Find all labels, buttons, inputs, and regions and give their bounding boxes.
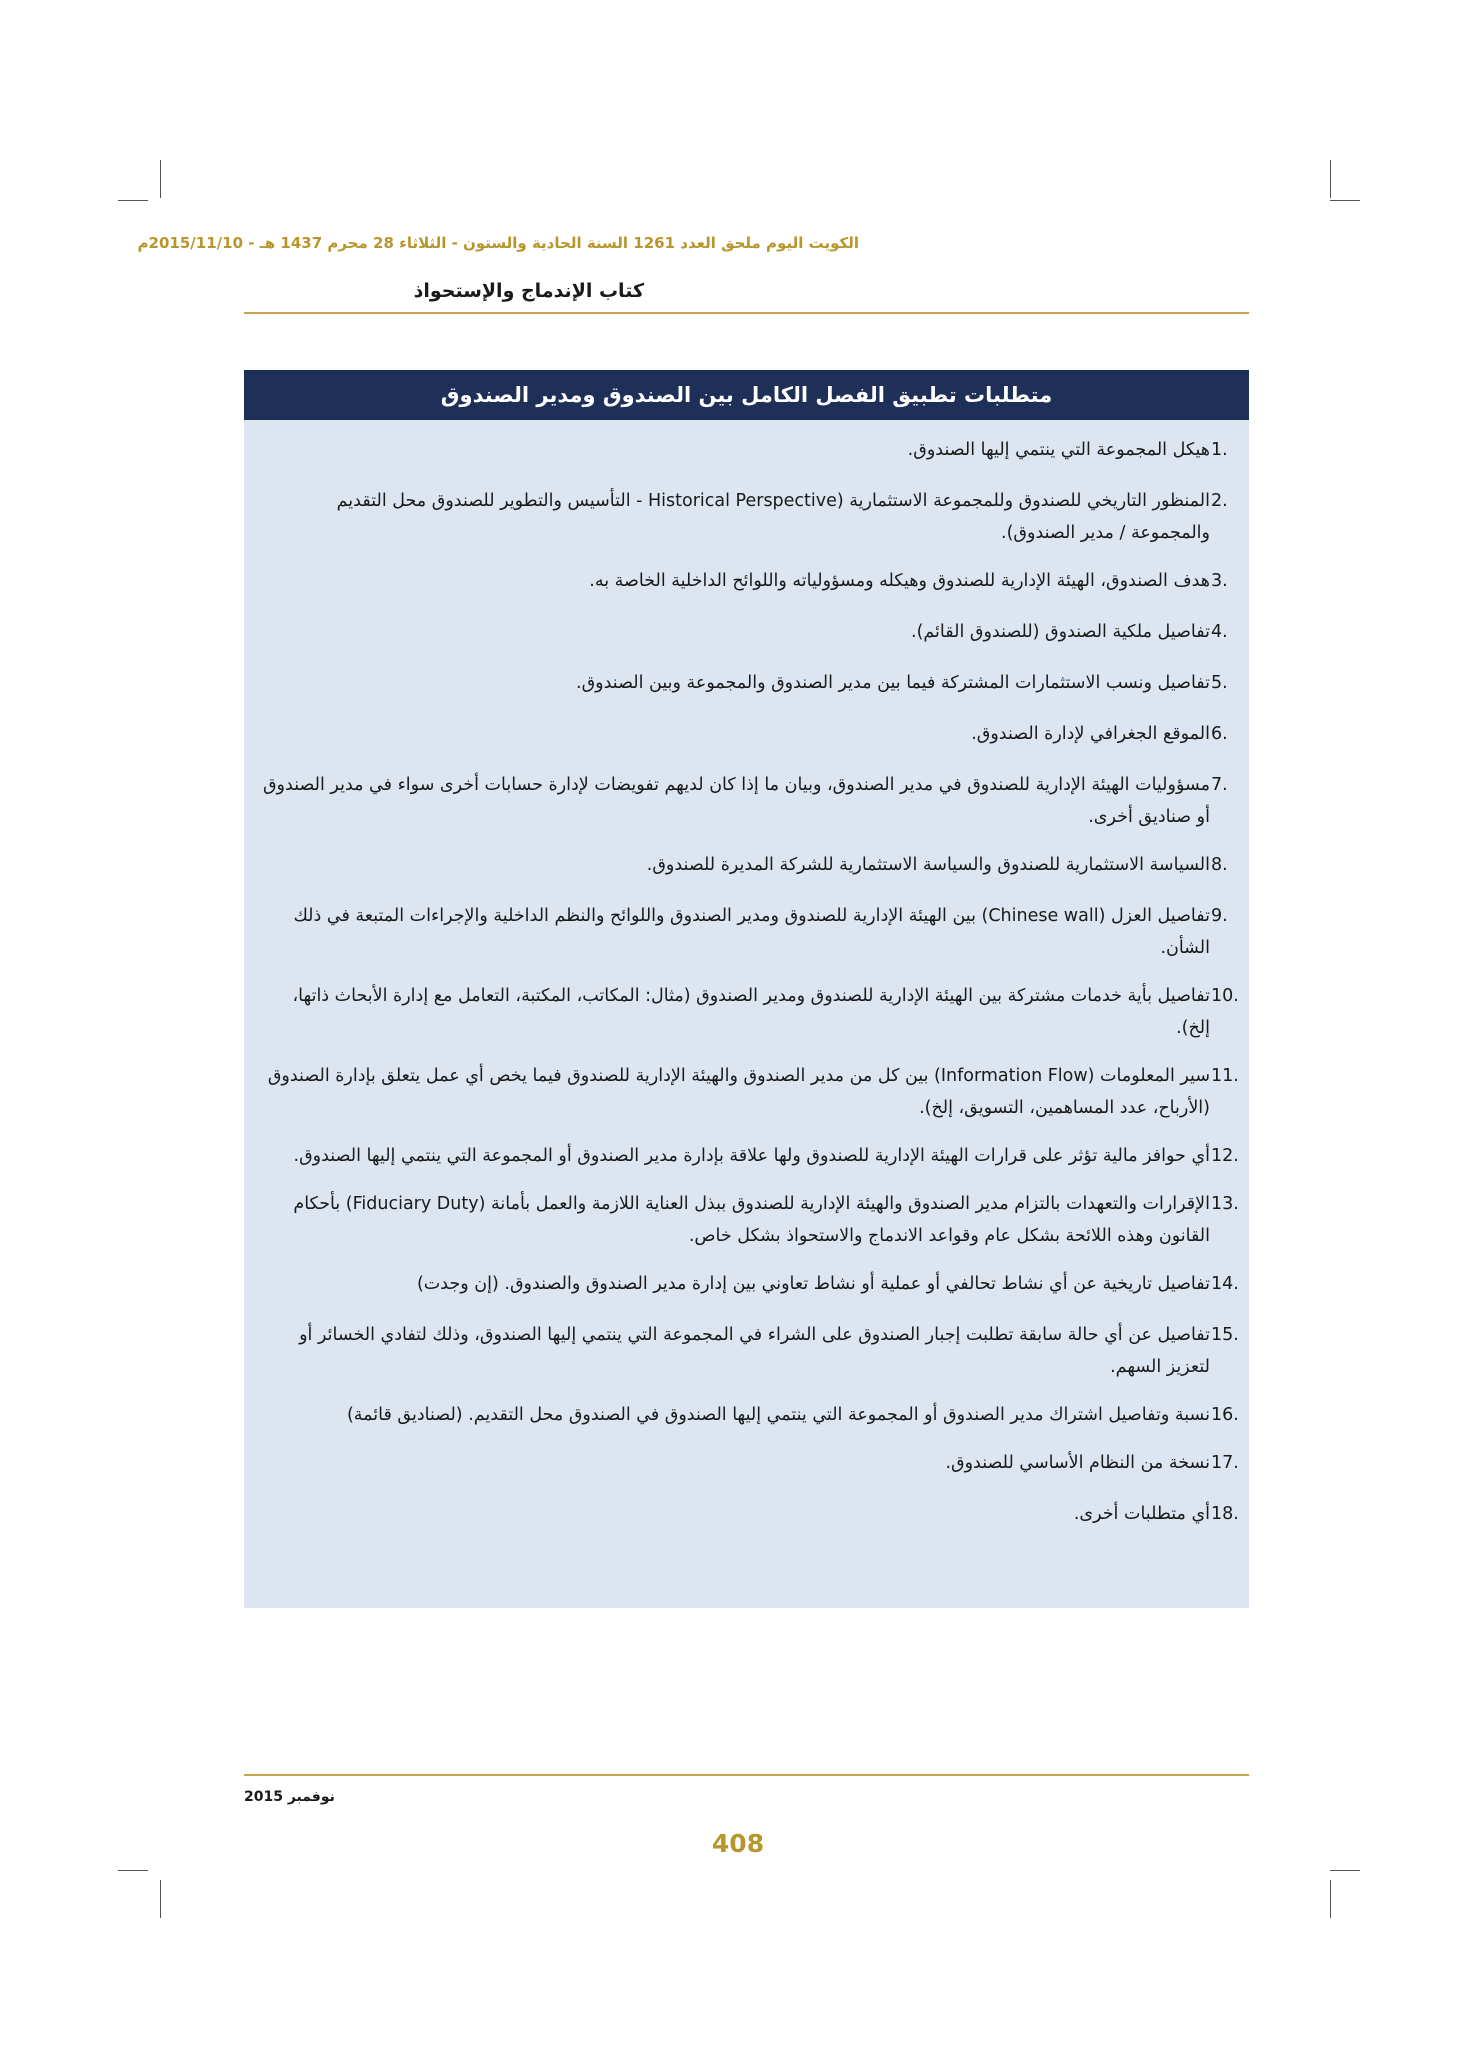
item-text: مسؤوليات الهيئة الإدارية للصندوق في مدير الصندوق، وبيان ما إذا كان لديهم تفويضات لإدارة حسابات أخرى سواء في مدير الصندوق أو صناديق أخرى. <box>262 775 1210 827</box>
requirements-table <box>244 370 1249 1608</box>
list-item <box>244 1060 1249 1124</box>
item-number: 12. <box>1211 1146 1239 1166</box>
list-item <box>244 1319 1249 1383</box>
crop-mark <box>1330 1880 1331 1918</box>
item-text: تفاصيل ونسب الاستثمارات المشتركة فيما بين مدير الصندوق والمجموعة وبين الصندوق. <box>576 673 1210 693</box>
item-text: تفاصيل ملكية الصندوق (للصندوق القائم). <box>911 622 1210 642</box>
list-item <box>244 434 1249 466</box>
list-item <box>244 769 1249 833</box>
crop-mark <box>1330 160 1331 198</box>
header-rule <box>244 312 1249 314</box>
item-number: 2. <box>1211 491 1228 511</box>
item-number: 14. <box>1211 1274 1239 1294</box>
list-item <box>244 616 1249 648</box>
item-text: هيكل المجموعة التي ينتمي إليها الصندوق. <box>907 440 1210 460</box>
crop-mark <box>1330 1870 1360 1871</box>
item-text: الموقع الجغرافي لإدارة الصندوق. <box>971 724 1210 744</box>
item-number: 10. <box>1211 986 1239 1006</box>
item-number: 8. <box>1211 855 1228 875</box>
item-text: سير المعلومات (Information Flow) بين كل من مدير الصندوق والهيئة الإدارية للصندوق فيما يخص أي عمل يتعلق بإدارة الصندوق (الأرباح، عدد المساهمين، التسويق، إلخ). <box>267 1066 1210 1118</box>
item-number: 11. <box>1211 1066 1239 1086</box>
list-item <box>244 667 1249 699</box>
item-text: أي حوافز مالية تؤثر على قرارات الهيئة الإدارية للصندوق ولها علاقة بإدارة مدير الصندوق أو المجموعة التي ينتمي إليها الصندوق. <box>293 1146 1210 1166</box>
item-number: 16. <box>1211 1405 1239 1425</box>
item-text: نسبة وتفاصيل اشتراك مدير الصندوق أو المجموعة التي ينتمي إليها الصندوق في الصندوق محل التقديم. (لصناديق قائمة) <box>346 1405 1210 1425</box>
list-item <box>244 1268 1249 1300</box>
list-item <box>244 1188 1249 1252</box>
requirements-list <box>244 420 1249 1530</box>
item-number: 13. <box>1211 1194 1239 1214</box>
item-number: 3. <box>1211 571 1228 591</box>
list-item <box>244 718 1249 750</box>
item-number: 18. <box>1211 1504 1239 1524</box>
crop-mark <box>118 200 148 201</box>
list-item <box>244 980 1249 1044</box>
item-text: السياسة الاستثمارية للصندوق والسياسة الاستثمارية للشركة المديرة للصندوق. <box>646 855 1210 875</box>
item-number: 4. <box>1211 622 1228 642</box>
list-item <box>244 1498 1249 1530</box>
crop-mark <box>160 160 161 198</box>
list-item <box>244 1399 1249 1431</box>
item-number: 6. <box>1211 724 1228 744</box>
list-item <box>244 849 1249 881</box>
item-number: 1. <box>1211 440 1228 460</box>
item-text: تفاصيل العزل (Chinese wall) بين الهيئة الإدارية للصندوق ومدير الصندوق واللوائح والنظم الداخلية والإجراءات المتبعة في ذلك الشأن. <box>293 906 1210 958</box>
page-number: 408 <box>711 1829 765 1858</box>
table-title: متطلبات تطبيق الفصل الكامل بين الصندوق ومدير الصندوق <box>244 370 1249 420</box>
footer-rule <box>244 1774 1249 1776</box>
item-text: أي متطلبات أخرى. <box>1073 1504 1210 1524</box>
list-item <box>244 900 1249 964</box>
item-text: تفاصيل عن أي حالة سابقة تطلبت إجبار الصندوق على الشراء في المجموعة التي ينتمي إليها الصندوق، وذلك لتفادي الخسائر أو لتعزيز السهم. <box>299 1325 1210 1377</box>
crop-mark <box>118 1870 148 1871</box>
list-item <box>244 565 1249 597</box>
item-number: 7. <box>1211 775 1228 795</box>
item-number: 5. <box>1211 673 1228 693</box>
book-title: كتاب الإندماج والإستحواذ <box>413 280 644 302</box>
crop-mark <box>1330 200 1360 201</box>
list-item <box>244 485 1249 549</box>
item-number: 15. <box>1211 1325 1239 1345</box>
item-text: الإقرارات والتعهدات بالتزام مدير الصندوق والهيئة الإدارية للصندوق ببذل العناية اللازمة والعمل بأمانة (Fiduciary Duty) بأحكام القانون وهذه اللائحة بشكل عام وقواعد الاندماج والاستحواذ بشكل خاص. <box>293 1194 1210 1246</box>
item-number: 17. <box>1211 1453 1239 1473</box>
running-header: الكويت اليوم ملحق العدد 1261 السنة الحادية والستون - الثلاثاء 28 محرم 1437 هـ - 2015/11/10م <box>137 234 859 252</box>
item-number: 9. <box>1211 906 1228 926</box>
item-text: تفاصيل تاريخية عن أي نشاط تحالفي أو عملية أو نشاط تعاوني بين إدارة مدير الصندوق والصندوق. (إن وجدت) <box>416 1274 1210 1294</box>
item-text: هدف الصندوق، الهيئة الإدارية للصندوق وهيكله ومسؤولياته واللوائح الداخلية الخاصة به. <box>589 571 1210 591</box>
list-item <box>244 1140 1249 1172</box>
crop-mark <box>160 1880 161 1918</box>
item-text: نسخة من النظام الأساسي للصندوق. <box>945 1453 1210 1473</box>
footer-date: نوفمبر 2015 <box>244 1789 335 1805</box>
item-text: تفاصيل بأية خدمات مشتركة بين الهيئة الإدارية للصندوق ومدير الصندوق (مثال: المكاتب، المكتبة، التعامل مع إدارة الأبحاث ذاتها، إلخ). <box>292 986 1210 1038</box>
item-text: المنظور التاريخي للصندوق وللمجموعة الاستثمارية (Historical Perspective - التأسيس والتطوير للصندوق محل التقديم والمجموعة / مدير الصندوق). <box>336 491 1210 543</box>
list-item <box>244 1447 1249 1479</box>
